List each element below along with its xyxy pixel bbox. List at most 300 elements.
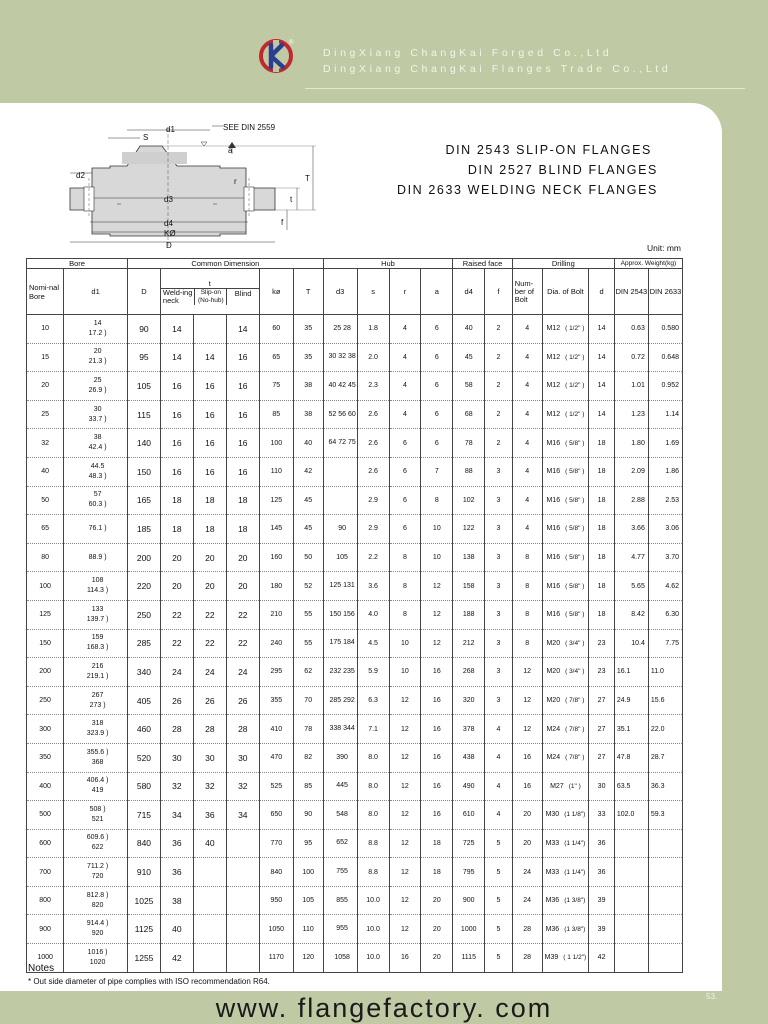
cell-bolt-hole-d: 14 [589, 372, 615, 401]
table-row [27, 858, 683, 887]
header-d: d [589, 269, 615, 315]
cell-d1 [64, 886, 128, 915]
cell-weight-din-2633: 0.952 [648, 372, 682, 401]
cell-t-slip-on [193, 915, 226, 944]
cell-d1-lower: 820 [91, 901, 104, 909]
bolt-inch-size: ( 3/4" ) [565, 668, 585, 676]
cell-d1 [64, 801, 128, 830]
cell-nominal-bore: 50 [27, 486, 64, 515]
cell-f: 4 [485, 772, 513, 801]
cell-t-welding-neck: 16 [160, 429, 193, 458]
label-T: T [305, 174, 310, 183]
cell-t-welding-neck: 30 [160, 743, 193, 772]
cell-d1-upper: 57 [93, 491, 102, 499]
cell-d3: 25 28 [323, 315, 357, 344]
bolt-inch-size: ( 1/2" ) [565, 325, 585, 333]
header-group-row [27, 259, 683, 269]
cell-bolt-hole-d: 18 [589, 543, 615, 572]
cell-k: 1050 [259, 915, 293, 944]
cell-D: 580 [127, 772, 160, 801]
cell-f: 5 [485, 858, 513, 887]
cell-s: 10.0 [357, 886, 389, 915]
table-row [27, 829, 683, 858]
cell-d1-upper: 812.8 ) [86, 891, 109, 899]
cell-weight-din-2543 [614, 915, 648, 944]
header-d3: d3 [323, 269, 357, 315]
cell-D: 910 [127, 858, 160, 887]
cell-t-blind [226, 858, 259, 887]
cell-D: 200 [127, 543, 160, 572]
table-row [27, 515, 683, 544]
cell-d3: 30 32 38 [323, 343, 357, 372]
cell-d4: 45 [453, 343, 485, 372]
cell-bolt-count: 8 [512, 600, 542, 629]
group-drilling: Drilling [512, 259, 614, 269]
cell-k: 75 [259, 372, 293, 401]
cell-a: 16 [421, 772, 453, 801]
cell-T: 110 [293, 915, 323, 944]
label-f: f [281, 218, 284, 227]
cell-bolt-count: 4 [512, 343, 542, 372]
cell-bolt-dia [542, 658, 589, 687]
cell-a: 6 [421, 343, 453, 372]
cell-d1-upper: 25 [93, 376, 102, 384]
cell-t-slip-on: 14 [193, 343, 226, 372]
cell-d3: 955 [323, 915, 357, 944]
cell-t-slip-on: 24 [193, 658, 226, 687]
cell-nominal-bore: 80 [27, 543, 64, 572]
cell-s: 2.9 [357, 515, 389, 544]
cell-f: 4 [485, 801, 513, 830]
bolt-inch-size: (1" ) [568, 782, 581, 790]
bolt-inch-size: ( 1/2" ) [565, 411, 585, 419]
cell-k: 410 [259, 715, 293, 744]
cell-d1-upper: 14 [93, 319, 102, 327]
cell-d4: 795 [453, 858, 485, 887]
cell-s: 2.6 [357, 429, 389, 458]
cell-d1 [64, 572, 128, 601]
bolt-inch-size: ( 1/2" ) [565, 382, 585, 390]
cell-d1 [64, 457, 128, 486]
cell-T: 40 [293, 429, 323, 458]
cell-r: 12 [389, 743, 421, 772]
cell-r: 12 [389, 829, 421, 858]
cell-weight-din-2543: 8.42 [614, 600, 648, 629]
cell-weight-din-2633: 2.53 [648, 486, 682, 515]
cell-t-welding-neck: 18 [160, 515, 193, 544]
cell-d4: 40 [453, 315, 485, 344]
table-row [27, 915, 683, 944]
cell-weight-din-2633: 11.0 [648, 658, 682, 687]
cell-d3: 445 [323, 772, 357, 801]
label-d4: d4 [164, 219, 173, 228]
cell-d1-lower: 114.3 ) [86, 587, 109, 595]
cell-bolt-count: 12 [512, 715, 542, 744]
cell-d1 [64, 858, 128, 887]
bolt-inch-size: ( 7/8" ) [565, 754, 585, 762]
cell-d1-lower: 33.7 ) [88, 415, 107, 423]
group-common: Common Dimension [127, 259, 323, 269]
table-row [27, 486, 683, 515]
cell-s: 3.6 [357, 572, 389, 601]
cell-d4: 438 [453, 743, 485, 772]
table-row [27, 629, 683, 658]
cell-T: 52 [293, 572, 323, 601]
cell-k: 110 [259, 457, 293, 486]
cell-d1-upper: 609.6 ) [86, 834, 109, 842]
bolt-inch-size: (1 1/4") [564, 839, 586, 847]
cell-nominal-bore: 500 [27, 801, 64, 830]
table-row [27, 715, 683, 744]
cell-d1-upper: 1016 ) [87, 948, 108, 956]
cell-d1 [64, 715, 128, 744]
table-row [27, 772, 683, 801]
cell-t-blind: 32 [226, 772, 259, 801]
cell-T: 82 [293, 743, 323, 772]
cell-weight-din-2633: 1.69 [648, 429, 682, 458]
cell-d4: 1115 [453, 944, 485, 973]
table-row [27, 801, 683, 830]
cell-bolt-hole-d: 18 [589, 600, 615, 629]
cell-f: 5 [485, 915, 513, 944]
cell-D: 250 [127, 600, 160, 629]
cell-weight-din-2633: 4.62 [648, 572, 682, 601]
cell-s: 2.6 [357, 400, 389, 429]
table-row [27, 429, 683, 458]
cell-weight-din-2633: 1.14 [648, 400, 682, 429]
cell-bolt-hole-d: 33 [589, 801, 615, 830]
company-name [323, 45, 671, 77]
flange-drawing [60, 118, 340, 258]
bolt-thread: M36 [545, 925, 560, 933]
cell-T: 55 [293, 629, 323, 658]
bolt-thread: M33 [545, 868, 560, 876]
cell-d3: 755 [323, 858, 357, 887]
header-a: a [421, 269, 453, 315]
cell-bolt-dia [542, 858, 589, 887]
cell-d4: 122 [453, 515, 485, 544]
bolt-thread: M20 [546, 668, 561, 676]
cell-weight-din-2543: 47.8 [614, 743, 648, 772]
cell-t-slip-on: 32 [193, 772, 226, 801]
group-bore: Bore [27, 259, 128, 269]
cell-d1 [64, 372, 128, 401]
cell-a: 16 [421, 715, 453, 744]
cell-nominal-bore: 200 [27, 658, 64, 687]
title-din-2633: DIN 2633 WELDING NECK FLANGES [396, 183, 658, 197]
cell-T: 105 [293, 886, 323, 915]
cell-s: 2.3 [357, 372, 389, 401]
cell-nominal-bore: 125 [27, 600, 64, 629]
cell-a: 12 [421, 572, 453, 601]
cell-bolt-dia [542, 515, 589, 544]
cell-D: 520 [127, 743, 160, 772]
cell-d1-upper: 406.4 ) [86, 777, 109, 785]
header-din-2543: DIN 2543 [614, 269, 648, 315]
cell-d1-upper: 133 [91, 605, 104, 613]
cell-s: 2.6 [357, 457, 389, 486]
cell-d1 [64, 686, 128, 715]
bolt-inch-size: (1 3/8") [564, 897, 586, 905]
cell-t-slip-on: 22 [193, 629, 226, 658]
cell-d1-lower: 219.1 ) [86, 672, 109, 680]
table-row [27, 400, 683, 429]
cell-t-welding-neck: 34 [160, 801, 193, 830]
header-nominal-bore: Nomi-nal Bore [27, 269, 64, 315]
cell-k: 125 [259, 486, 293, 515]
cell-T: 120 [293, 944, 323, 973]
cell-t-slip-on: 30 [193, 743, 226, 772]
cell-d3: 390 [323, 743, 357, 772]
cell-t-blind: 14 [226, 315, 259, 344]
cell-bolt-dia [542, 686, 589, 715]
cell-f: 4 [485, 743, 513, 772]
website-url[interactable]: www. flangefactory. com [215, 993, 553, 1023]
bolt-thread: M16 [546, 611, 561, 619]
cell-bolt-count: 24 [512, 886, 542, 915]
cell-bolt-count: 4 [512, 400, 542, 429]
cell-d1-lower: 323.9 ) [86, 730, 109, 738]
cell-bolt-dia [542, 915, 589, 944]
cell-s: 7.1 [357, 715, 389, 744]
cell-r: 8 [389, 600, 421, 629]
cell-nominal-bore: 15 [27, 343, 64, 372]
cell-k: 65 [259, 343, 293, 372]
cell-weight-din-2633: 1.86 [648, 457, 682, 486]
bolt-thread: M12 [546, 382, 561, 390]
cell-a: 6 [421, 429, 453, 458]
cell-t-blind: 18 [226, 486, 259, 515]
cell-t-blind: 28 [226, 715, 259, 744]
header-slip-on: Slip-on (No-hub) [195, 289, 227, 305]
cell-d1 [64, 515, 128, 544]
cell-a: 16 [421, 743, 453, 772]
cell-t-slip-on: 16 [193, 400, 226, 429]
header-t-group [160, 269, 259, 315]
cell-s: 8.8 [357, 858, 389, 887]
cell-t-blind: 16 [226, 400, 259, 429]
cell-k: 650 [259, 801, 293, 830]
cell-t-slip-on: 18 [193, 515, 226, 544]
cell-r: 4 [389, 315, 421, 344]
cell-d1-lower: 273 ) [89, 701, 106, 709]
cell-a: 10 [421, 515, 453, 544]
cell-r: 4 [389, 400, 421, 429]
cell-D: 185 [127, 515, 160, 544]
cell-d1-upper: 30 [93, 405, 102, 413]
cell-weight-din-2633: 59.3 [648, 801, 682, 830]
cell-D: 715 [127, 801, 160, 830]
cell-t-welding-neck: 24 [160, 658, 193, 687]
cell-f: 3 [485, 572, 513, 601]
cell-d3: 175 184 [323, 629, 357, 658]
cell-T: 95 [293, 829, 323, 858]
bolt-inch-size: ( 5/8" ) [565, 496, 585, 504]
cell-bolt-count: 4 [512, 457, 542, 486]
group-hub: Hub [323, 259, 453, 269]
cell-t-slip-on [193, 944, 226, 973]
cell-r: 6 [389, 515, 421, 544]
cell-t-welding-neck: 14 [160, 315, 193, 344]
cell-a: 20 [421, 944, 453, 973]
cell-nominal-bore: 65 [27, 515, 64, 544]
page-number: 53. [706, 992, 718, 1001]
label-d1: d1 [166, 125, 175, 134]
cell-bolt-dia [542, 372, 589, 401]
cell-bolt-hole-d: 23 [589, 629, 615, 658]
cell-s: 8.0 [357, 772, 389, 801]
cell-bolt-dia [542, 829, 589, 858]
table-row [27, 743, 683, 772]
cell-d1 [64, 829, 128, 858]
cell-d1-lower: 139.7 ) [86, 615, 109, 623]
cell-weight-din-2633: 0.648 [648, 343, 682, 372]
cell-d3: 105 [323, 543, 357, 572]
cell-nominal-bore: 40 [27, 457, 64, 486]
cell-r: 10 [389, 658, 421, 687]
cell-bolt-count: 12 [512, 686, 542, 715]
cell-d1-lower: 419 [91, 787, 104, 795]
cell-nominal-bore: 32 [27, 429, 64, 458]
cell-r: 12 [389, 886, 421, 915]
header-number-of-bolts: Num-ber of Bolt [512, 269, 542, 315]
cell-f: 2 [485, 429, 513, 458]
cell-t-blind [226, 915, 259, 944]
cell-bolt-hole-d: 42 [589, 944, 615, 973]
table-row [27, 600, 683, 629]
label-r: r [234, 177, 237, 186]
cell-weight-din-2543: 1.80 [614, 429, 648, 458]
cell-bolt-hole-d: 18 [589, 572, 615, 601]
cell-D: 140 [127, 429, 160, 458]
cell-d3 [323, 457, 357, 486]
header-t: t [161, 279, 259, 289]
cell-bolt-hole-d: 27 [589, 743, 615, 772]
cell-bolt-dia [542, 486, 589, 515]
cell-bolt-hole-d: 39 [589, 886, 615, 915]
cell-a: 6 [421, 400, 453, 429]
cell-bolt-dia [542, 772, 589, 801]
cell-weight-din-2543: 24.9 [614, 686, 648, 715]
table-row [27, 457, 683, 486]
cell-d4: 610 [453, 801, 485, 830]
cell-d1-lower: 88.9 ) [88, 553, 107, 561]
bolt-thread: M36 [545, 897, 560, 905]
cell-d3 [323, 486, 357, 515]
cell-a: 16 [421, 801, 453, 830]
table-body [27, 315, 683, 973]
cell-T: 45 [293, 486, 323, 515]
bolt-inch-size: ( 7/8" ) [565, 725, 585, 733]
cell-bolt-count: 16 [512, 772, 542, 801]
header-d1: d1 [64, 269, 128, 315]
cell-d1-lower: 48.3 ) [88, 472, 107, 480]
bolt-thread: M16 [546, 525, 561, 533]
cell-k: 525 [259, 772, 293, 801]
cell-T: 50 [293, 543, 323, 572]
cell-bolt-count: 8 [512, 572, 542, 601]
cell-bolt-dia [542, 315, 589, 344]
bolt-inch-size: ( 5/8" ) [565, 525, 585, 533]
cell-T: 62 [293, 658, 323, 687]
cell-bolt-dia [542, 572, 589, 601]
cell-d1-lower: 26.9 ) [88, 386, 107, 394]
cell-bolt-dia [542, 743, 589, 772]
cell-k: 470 [259, 743, 293, 772]
bolt-thread: M27 [550, 782, 564, 790]
cell-t-slip-on: 20 [193, 543, 226, 572]
cell-t-welding-neck: 38 [160, 886, 193, 915]
cell-t-welding-neck: 20 [160, 543, 193, 572]
table-row [27, 886, 683, 915]
cell-D: 105 [127, 372, 160, 401]
cell-t-blind [226, 886, 259, 915]
cell-T: 35 [293, 315, 323, 344]
table-row [27, 944, 683, 973]
cell-k: 210 [259, 600, 293, 629]
cell-t-welding-neck: 18 [160, 486, 193, 515]
header-t-subcols [161, 289, 259, 305]
cell-D: 165 [127, 486, 160, 515]
cell-d3: 1058 [323, 944, 357, 973]
title-din-2527: DIN 2527 BLIND FLANGES [467, 163, 658, 177]
cell-bolt-count: 28 [512, 944, 542, 973]
header-f: f [485, 269, 513, 315]
cell-d1-lower: 920 [91, 930, 104, 938]
cell-t-welding-neck: 16 [160, 457, 193, 486]
cell-s: 4.5 [357, 629, 389, 658]
bolt-thread: M16 [546, 554, 561, 562]
cell-weight-din-2543 [614, 886, 648, 915]
header-row [27, 269, 683, 315]
cell-t-blind: 22 [226, 600, 259, 629]
cell-nominal-bore: 150 [27, 629, 64, 658]
cell-weight-din-2633 [648, 886, 682, 915]
cell-T: 38 [293, 400, 323, 429]
cell-d1-upper: 267 [91, 691, 104, 699]
header-dia-of-bolt: Dia. of Bolt [542, 269, 589, 315]
cell-nominal-bore: 300 [27, 715, 64, 744]
cell-k: 145 [259, 515, 293, 544]
cell-d1 [64, 772, 128, 801]
cell-d3: 548 [323, 801, 357, 830]
header-d4: d4 [453, 269, 485, 315]
cell-t-slip-on: 16 [193, 457, 226, 486]
cell-bolt-dia [542, 944, 589, 973]
cell-f: 2 [485, 372, 513, 401]
cell-r: 12 [389, 772, 421, 801]
cell-T: 70 [293, 686, 323, 715]
cell-r: 12 [389, 801, 421, 830]
cell-a: 6 [421, 315, 453, 344]
header-D: D [127, 269, 160, 315]
label-a: a [228, 146, 233, 155]
cell-a: 16 [421, 686, 453, 715]
cell-bolt-dia [542, 801, 589, 830]
cell-nominal-bore: 25 [27, 400, 64, 429]
bolt-inch-size: (1 3/8") [564, 925, 586, 933]
cell-d4: 78 [453, 429, 485, 458]
cell-d1-lower: 76.1 ) [88, 524, 107, 532]
bolt-inch-size: (1 1/4") [564, 868, 586, 876]
cell-s: 10.0 [357, 915, 389, 944]
group-weight: Approx. Weight(kg) [614, 259, 682, 269]
cell-d3: 64 72 75 [323, 429, 357, 458]
cell-bolt-hole-d: 36 [589, 829, 615, 858]
cell-f: 3 [485, 629, 513, 658]
notes-text: * Out side diameter of pipe complies with ISO recommendation R64. [28, 977, 270, 986]
bolt-thread: M12 [546, 411, 561, 419]
